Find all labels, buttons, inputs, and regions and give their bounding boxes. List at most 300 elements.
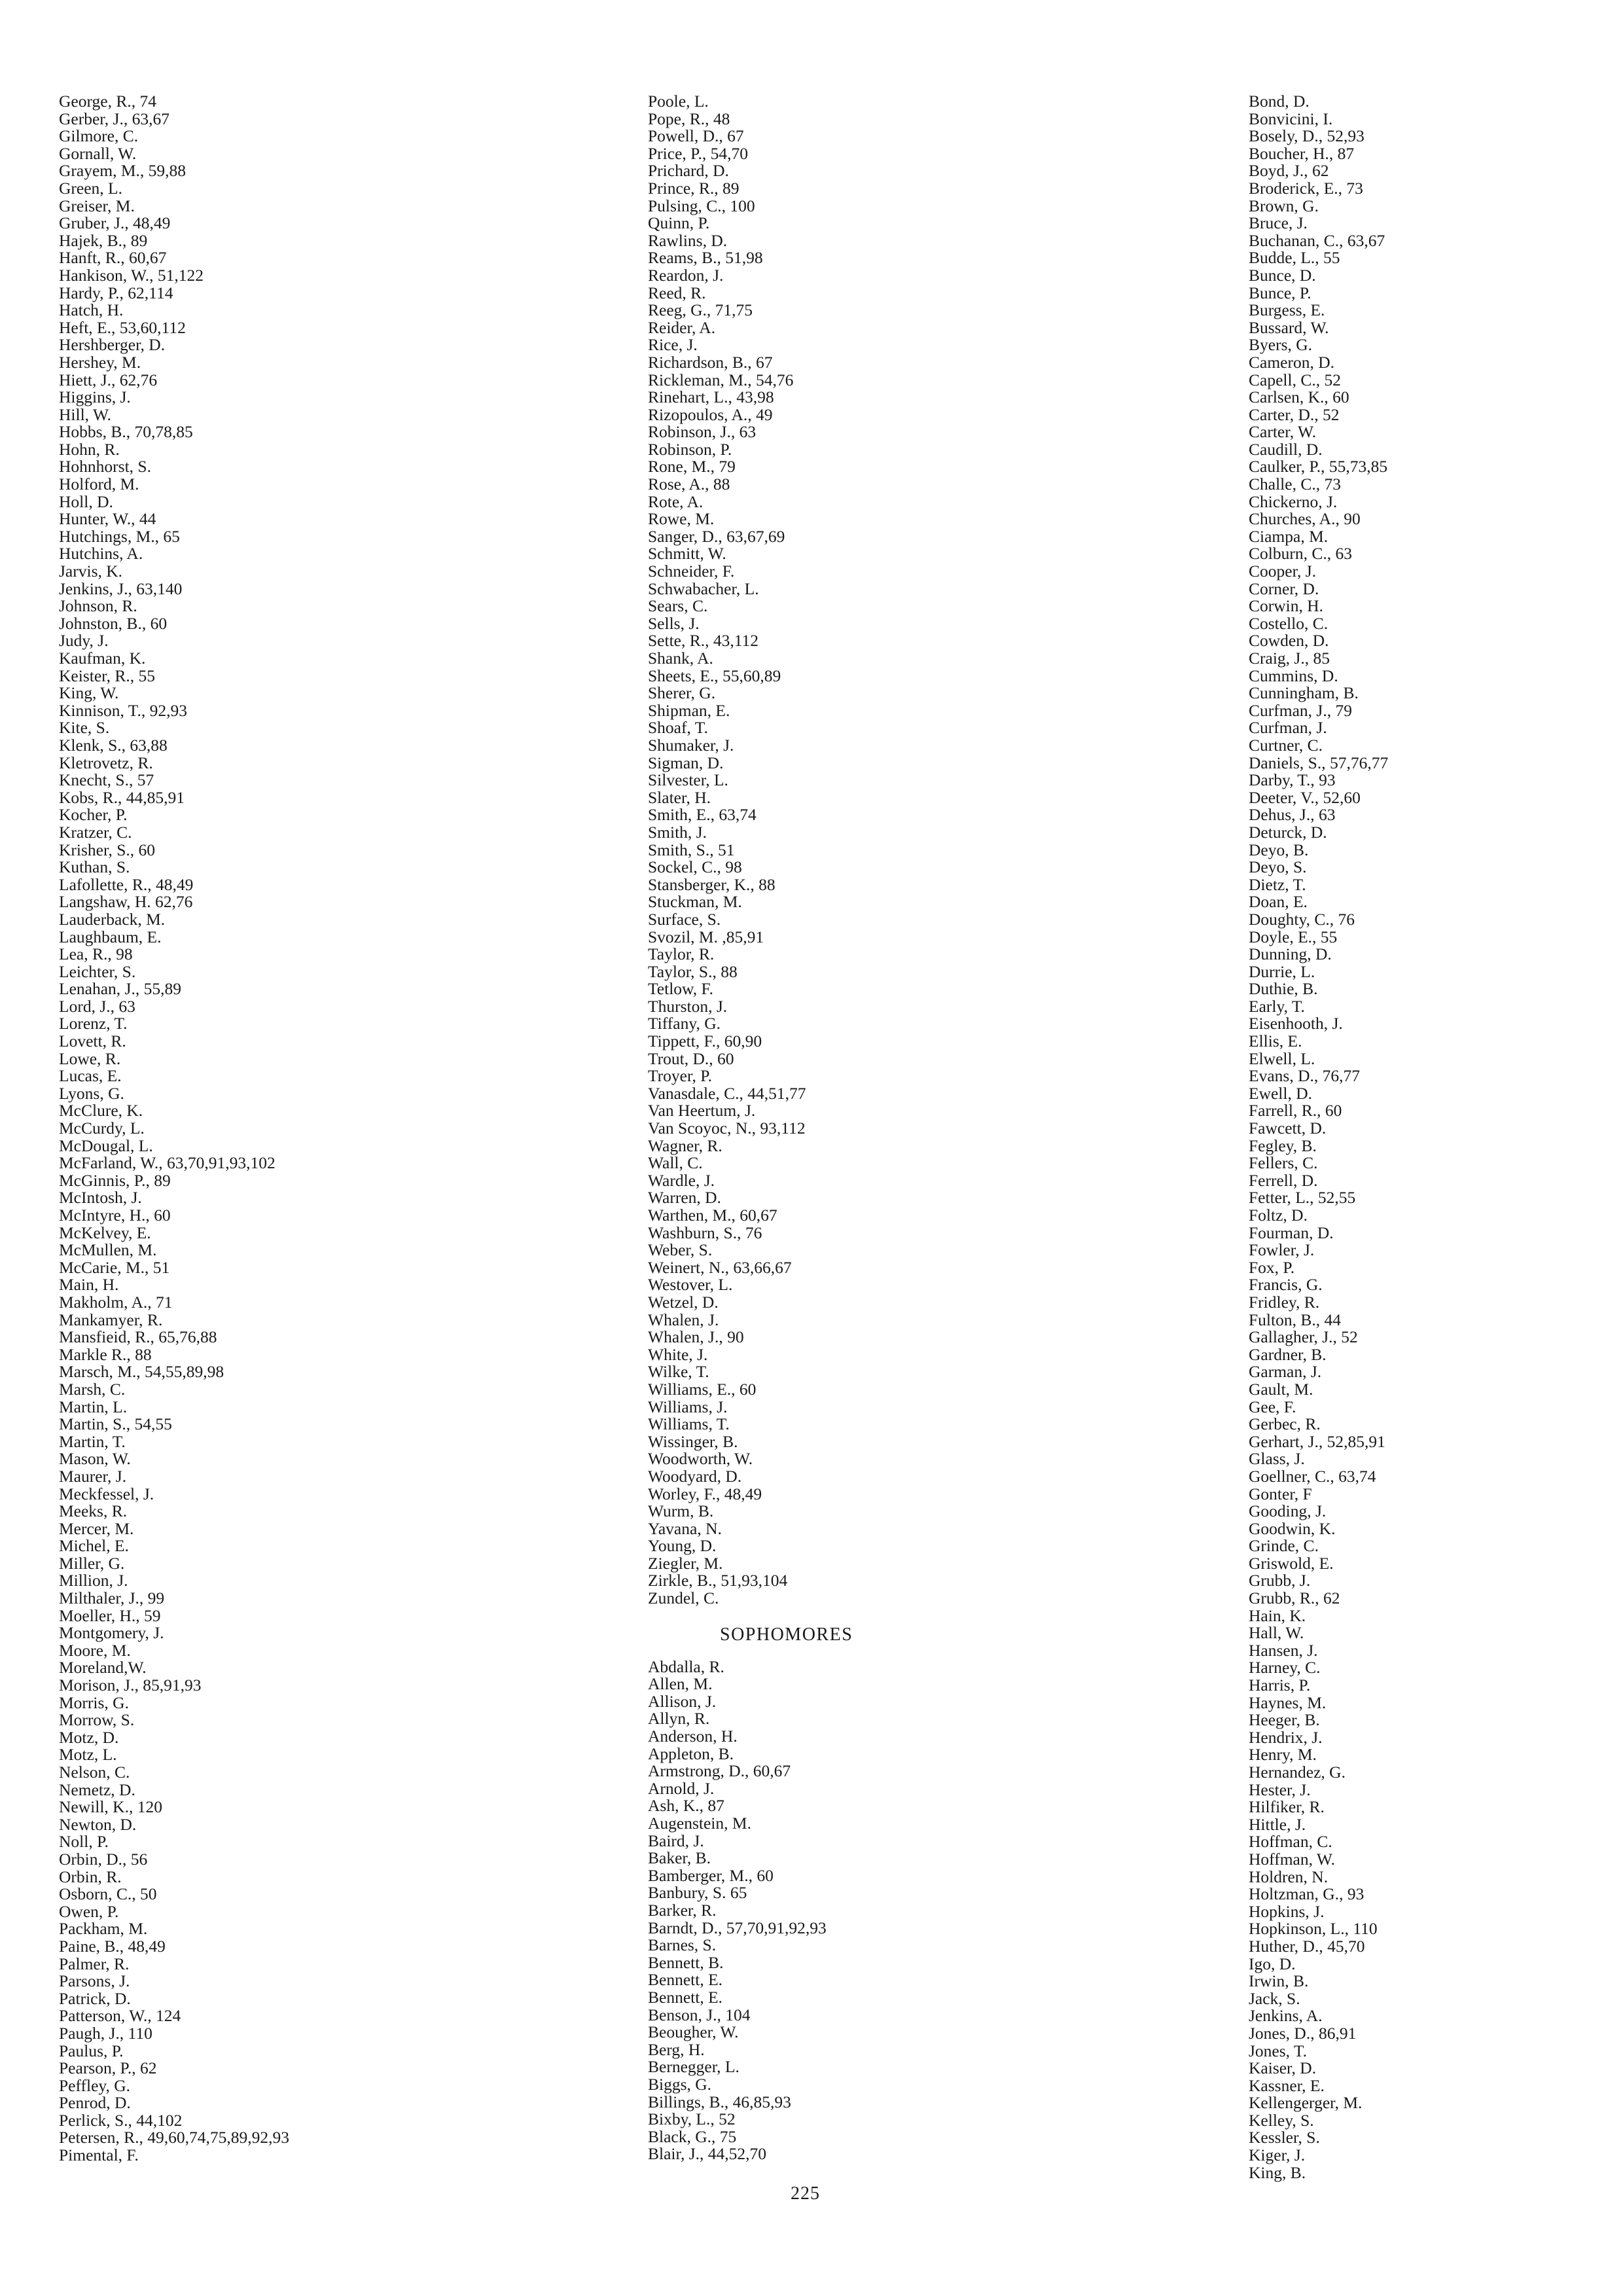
index-entry: Klenk, S., 63,88 xyxy=(59,735,168,755)
index-entry: Smith, S., 51 xyxy=(648,840,735,859)
index-entry: Hutchins, A. xyxy=(59,544,143,564)
index-entry: Westover, L. xyxy=(648,1275,733,1295)
index-entry: Evans, D., 76,77 xyxy=(1249,1066,1360,1086)
index-entry: Palmer, R. xyxy=(59,1954,130,1973)
index-entry: Krisher, S., 60 xyxy=(59,840,156,859)
index-entry: Knecht, S., 57 xyxy=(59,770,154,790)
index-entry: Martin, T. xyxy=(59,1431,126,1451)
index-entry: Rone, M., 79 xyxy=(648,457,736,476)
index-entry: Hiett, J., 62,76 xyxy=(59,370,158,389)
index-entry: Hill, W. xyxy=(59,404,112,424)
index-entry: Schmitt, W. xyxy=(648,544,726,564)
index-entry: Main, H. xyxy=(59,1275,119,1295)
index-entry: Blair, J., 44,52,70 xyxy=(648,2144,767,2164)
index-entry: Allen, M. xyxy=(648,1674,713,1694)
index-entry: Williams, E., 60 xyxy=(648,1379,757,1399)
index-entry: Fourman, D. xyxy=(1249,1223,1334,1242)
index-entry: Robinson, J., 63 xyxy=(648,422,757,442)
index-entry: Kaiser, D. xyxy=(1249,2058,1317,2078)
index-entry: Gardner, B. xyxy=(1249,1344,1327,1364)
index-entry: Whalen, J. xyxy=(648,1310,719,1329)
index-entry: Hopkins, J. xyxy=(1249,1901,1325,1921)
index-entry: Holford, M. xyxy=(59,475,139,494)
index-entry: Colburn, C., 63 xyxy=(1249,544,1352,564)
index-entry: Peffley, G. xyxy=(59,2075,131,2095)
index-entry: Rickleman, M., 54,76 xyxy=(648,370,794,389)
index-entry: Rice, J. xyxy=(648,335,698,355)
index-entry: Gonter, F xyxy=(1249,1484,1312,1503)
index-entry: Hendrix, J. xyxy=(1249,1727,1323,1747)
index-entry: Wissinger, B. xyxy=(648,1431,738,1451)
index-entry: Svozil, M. ,85,91 xyxy=(648,927,764,946)
index-entry: Van Heertum, J. xyxy=(648,1101,756,1121)
index-entry: Jones, D., 86,91 xyxy=(1249,2023,1357,2043)
index-entry: Powell, D., 67 xyxy=(648,126,744,146)
index-entry: Weber, S. xyxy=(648,1240,713,1260)
index-entry: Holdren, N. xyxy=(1249,1867,1329,1886)
index-entry: Rote, A. xyxy=(648,492,704,511)
index-entry: Pearson, P., 62 xyxy=(59,2058,157,2078)
index-entry: Nelson, C. xyxy=(59,1763,130,1782)
index-entry: Anderson, H. xyxy=(648,1727,738,1746)
index-entry: Gilmore, C. xyxy=(59,126,139,146)
index-entry: Cunningham, B. xyxy=(1249,683,1359,703)
index-entry: Trout, D., 60 xyxy=(648,1049,734,1068)
index-entry: Morison, J., 85,91,93 xyxy=(59,1676,202,1695)
index-entry: Cummins, D. xyxy=(1249,666,1338,685)
index-entry: Reed, R. xyxy=(648,283,706,302)
index-entry: McDougal, L. xyxy=(59,1136,153,1155)
index-entry: Weinert, N., 63,66,67 xyxy=(648,1257,792,1277)
index-entry: Francis, G. xyxy=(1249,1275,1323,1295)
index-entry: Higgins, J. xyxy=(59,387,131,407)
index-entry: Barnes, S. xyxy=(648,1935,717,1955)
index-entry: Nemetz, D. xyxy=(59,1780,135,1799)
index-entry: Moeller, H., 59 xyxy=(59,1605,161,1625)
index-entry: Lenahan, J., 55,89 xyxy=(59,979,181,999)
index-entry: King, W. xyxy=(59,683,119,703)
index-entry: Williams, T. xyxy=(648,1414,730,1434)
index-entry: Williams, J. xyxy=(648,1397,728,1416)
index-entry: Kocher, P. xyxy=(59,805,128,825)
index-entry: Harris, P. xyxy=(1249,1676,1311,1695)
index-entry: Van Scoyoc, N., 93,112 xyxy=(648,1119,806,1138)
index-entry: Billings, B., 46,85,93 xyxy=(648,2092,791,2111)
index-entry: Hilfiker, R. xyxy=(1249,1797,1325,1817)
index-entry: Sells, J. xyxy=(648,613,700,633)
index-entry: Biggs, G. xyxy=(648,2074,712,2094)
section-heading-sophomores: SOPHOMORES xyxy=(720,1624,853,1645)
index-entry: Green, L. xyxy=(59,178,122,198)
index-entry: Mason, W. xyxy=(59,1449,131,1469)
index-entry: Reardon, J. xyxy=(648,265,724,285)
index-entry: Woodyard, D. xyxy=(648,1466,742,1486)
index-entry: Moreland,W. xyxy=(59,1658,147,1677)
index-entry: Chickerno, J. xyxy=(1249,492,1338,511)
index-entry: Appleton, B. xyxy=(648,1744,734,1763)
index-entry: Beougher, W. xyxy=(648,2022,739,2042)
index-entry: Silvester, L. xyxy=(648,770,728,790)
index-entry: Washburn, S., 76 xyxy=(648,1223,762,1242)
index-entry: Igo, D. xyxy=(1249,1954,1296,1973)
index-entry: Carter, W. xyxy=(1249,422,1317,442)
index-entry: Lucas, E. xyxy=(59,1066,122,1086)
index-entry: Grubb, J. xyxy=(1249,1571,1311,1590)
index-entry: Carter, D., 52 xyxy=(1249,404,1340,424)
index-entry: Markle R., 88 xyxy=(59,1344,152,1364)
index-column-3 xyxy=(1249,93,1589,2181)
index-entry: Bussard, W. xyxy=(1249,317,1329,337)
index-entry: Wilke, T. xyxy=(648,1362,709,1382)
index-entry: Allison, J. xyxy=(648,1691,717,1711)
index-entry: Wardle, J. xyxy=(648,1170,715,1190)
index-entry: Leichter, S. xyxy=(59,961,136,981)
index-entry: Huther, D., 45,70 xyxy=(1249,1936,1365,1956)
index-entry: Meeks, R. xyxy=(59,1501,128,1521)
index-entry: Ellis, E. xyxy=(1249,1031,1302,1051)
index-entry: Young, D. xyxy=(648,1536,717,1556)
index-entry: Doyle, E., 55 xyxy=(1249,927,1338,946)
index-entry: Buchanan, C., 63,67 xyxy=(1249,230,1385,250)
index-entry: Orbin, D., 56 xyxy=(59,1849,148,1869)
index-entry: Kellengerger, M. xyxy=(1249,2093,1363,2113)
index-entry: Dunning, D. xyxy=(1249,944,1332,964)
index-entry: Bixby, L., 52 xyxy=(648,2109,736,2129)
index-entry: Mercer, M. xyxy=(59,1518,134,1538)
index-entry: Grayem, M., 59,88 xyxy=(59,161,187,181)
index-entry: Morrow, S. xyxy=(59,1710,135,1730)
index-entry: Deeter, V., 52,60 xyxy=(1249,787,1361,807)
index-entry: Garman, J. xyxy=(1249,1362,1322,1382)
index-entry: Harney, C. xyxy=(1249,1658,1321,1677)
index-entry: Costello, C. xyxy=(1249,613,1329,633)
index-entry: Curfman, J., 79 xyxy=(1249,700,1352,720)
index-entry: Gee, F. xyxy=(1249,1397,1296,1416)
index-entry: Heft, E., 53,60,112 xyxy=(59,317,186,337)
index-entry: Hoffman, W. xyxy=(1249,1849,1335,1869)
index-entry: Martin, S., 54,55 xyxy=(59,1414,172,1434)
index-entry: Quinn, P. xyxy=(648,213,710,233)
index-entry: Fawcett, D. xyxy=(1249,1119,1327,1138)
index-entry: Caulker, P., 55,73,85 xyxy=(1249,457,1388,476)
index-entry: Hopkinson, L., 110 xyxy=(1249,1919,1378,1939)
index-entry: Taylor, R. xyxy=(648,944,715,964)
index-entry: Hain, K. xyxy=(1249,1605,1306,1625)
index-entry: Sheets, E., 55,60,89 xyxy=(648,666,781,685)
index-entry: Dietz, T. xyxy=(1249,874,1306,894)
index-entry: Keister, R., 55 xyxy=(59,666,155,685)
index-entry: Broderick, E., 73 xyxy=(1249,178,1363,198)
index-entry: McFarland, W., 63,70,91,93,102 xyxy=(59,1153,276,1173)
index-entry: Patterson, W., 124 xyxy=(59,2006,181,2026)
index-entry: Budde, L., 55 xyxy=(1249,248,1340,268)
index-entry: Gerbec, R. xyxy=(1249,1414,1321,1434)
index-entry: Kaufman, K. xyxy=(59,649,146,668)
index-entry: Lovett, R. xyxy=(59,1031,126,1051)
index-entry: Gruber, J., 48,49 xyxy=(59,213,171,233)
index-entry: Fellers, C. xyxy=(1249,1153,1318,1173)
index-entry: Slater, H. xyxy=(648,787,711,807)
index-entry: Hohn, R. xyxy=(59,439,120,459)
index-entry: Arnold, J. xyxy=(648,1778,715,1798)
index-entry: McCarie, M., 51 xyxy=(59,1257,170,1277)
index-entry: Hobbs, B., 70,78,85 xyxy=(59,422,193,442)
index-entry: Stansberger, K., 88 xyxy=(648,874,776,894)
index-entry: Abdalla, R. xyxy=(648,1657,724,1676)
index-entry: Poole, L. xyxy=(648,92,709,111)
index-entry: Baird, J. xyxy=(648,1831,704,1850)
index-entry: Meckfessel, J. xyxy=(59,1484,154,1503)
index-entry: Craig, J., 85 xyxy=(1249,649,1330,668)
index-entry: Bond, D. xyxy=(1249,92,1310,111)
index-entry: Richardson, B., 67 xyxy=(648,352,773,372)
index-entry: Wall, C. xyxy=(648,1153,703,1173)
index-entry: Kinnison, T., 92,93 xyxy=(59,700,187,720)
index-entry: Elwell, L. xyxy=(1249,1049,1315,1068)
index-entry: Boucher, H., 87 xyxy=(1249,143,1355,163)
index-entry: Heeger, B. xyxy=(1249,1710,1320,1730)
index-entry: Zirkle, B., 51,93,104 xyxy=(648,1571,788,1590)
index-entry: Stuckman, M. xyxy=(648,892,742,912)
index-entry: Duthie, B. xyxy=(1249,979,1318,999)
index-entry: Gerhart, J., 52,85,91 xyxy=(1249,1431,1385,1451)
index-entry: Mankamyer, R. xyxy=(59,1310,163,1329)
index-entry: Martin, L. xyxy=(59,1397,128,1416)
index-entry: Ewell, D. xyxy=(1249,1083,1313,1103)
index-entry: Brown, G. xyxy=(1249,196,1319,215)
index-entry: Osborn, C., 50 xyxy=(59,1884,157,1904)
index-entry: Doughty, C., 76 xyxy=(1249,909,1355,929)
index-entry: Curtner, C. xyxy=(1249,735,1323,755)
index-entry: Yavana, N. xyxy=(648,1518,722,1538)
index-entry: Rawlins, D. xyxy=(648,230,728,250)
index-entry: Laughbaum, E. xyxy=(59,927,162,946)
index-entry: Bamberger, M., 60 xyxy=(648,1865,774,1885)
index-entry: Hittle, J. xyxy=(1249,1814,1306,1834)
index-entry: George, R., 74 xyxy=(59,92,156,111)
index-entry: Jenkins, J., 63,140 xyxy=(59,579,183,598)
index-entry: Noll, P. xyxy=(59,1832,109,1852)
index-entry: Hajek, B., 89 xyxy=(59,230,148,250)
index-entry: Kassner, E. xyxy=(1249,2075,1325,2095)
index-entry: White, J. xyxy=(648,1344,708,1364)
index-entry: Hershberger, D. xyxy=(59,335,166,355)
index-entry: Jenkins, A. xyxy=(1249,2006,1323,2026)
index-entry: Hernandez, G. xyxy=(1249,1763,1346,1782)
index-entry: Paulus, P. xyxy=(59,2041,124,2060)
index-entry: Tippett, F., 60,90 xyxy=(648,1031,762,1051)
index-entry: Michel, E. xyxy=(59,1536,129,1556)
index-entry: Jarvis, K. xyxy=(59,562,123,581)
index-entry: Pulsing, C., 100 xyxy=(648,196,755,215)
index-entry: Berg, H. xyxy=(648,2039,705,2059)
index-entry: Gault, M. xyxy=(1249,1379,1313,1399)
index-entry: Perlick, S., 44,102 xyxy=(59,2110,183,2130)
index-entry: Robinson, P. xyxy=(648,439,732,459)
index-entry: Worley, F., 48,49 xyxy=(648,1484,762,1503)
index-entry: McClure, K. xyxy=(59,1101,143,1121)
index-entry: Lea, R., 98 xyxy=(59,944,133,964)
index-entry: Lyons, G. xyxy=(59,1083,124,1103)
index-entry: Rowe, M. xyxy=(648,509,715,529)
index-entry: Gooding, J. xyxy=(1249,1501,1327,1521)
index-entry: Smith, E., 63,74 xyxy=(648,805,757,825)
index-entry: Burgess, E. xyxy=(1249,300,1325,320)
index-entry: Deyo, B. xyxy=(1249,840,1309,859)
index-entry: McIntyre, H., 60 xyxy=(59,1206,171,1225)
index-entry: Kuthan, S. xyxy=(59,857,130,877)
index-entry: Rose, A., 88 xyxy=(648,475,730,494)
index-entry: Churches, A., 90 xyxy=(1249,509,1361,529)
index-entry: Holl, D. xyxy=(59,492,113,511)
index-entry: Sanger, D., 63,67,69 xyxy=(648,526,785,546)
index-entry: Barndt, D., 57,70,91,92,93 xyxy=(648,1918,827,1937)
index-entry: Vanasdale, C., 44,51,77 xyxy=(648,1083,806,1103)
index-entry: Black, G., 75 xyxy=(648,2126,737,2146)
index-entry: Curfman, J. xyxy=(1249,718,1327,738)
index-entry: McGinnis, P., 89 xyxy=(59,1170,171,1190)
index-entry: Milthaler, J., 99 xyxy=(59,1588,165,1608)
index-entry: Kiger, J. xyxy=(1249,2145,1306,2165)
index-entry: Mansfieid, R., 65,76,88 xyxy=(59,1327,217,1347)
index-entry: Challe, C., 73 xyxy=(1249,475,1341,494)
index-entry: Bosely, D., 52,93 xyxy=(1249,126,1364,146)
index-entry: Kessler, S. xyxy=(1249,2128,1320,2147)
index-entry: Cowden, D. xyxy=(1249,631,1329,651)
index-entry: Sears, C. xyxy=(648,596,708,616)
index-entry: Lafollette, R., 48,49 xyxy=(59,874,194,894)
index-entry: Paugh, J., 110 xyxy=(59,2023,152,2043)
index-entry: Fegley, B. xyxy=(1249,1136,1317,1155)
index-entry: Griswold, E. xyxy=(1249,1553,1334,1573)
index-entry: Hershey, M. xyxy=(59,352,141,372)
index-entry: Benson, J., 104 xyxy=(648,2005,751,2024)
index-entry: Hohnhorst, S. xyxy=(59,457,151,476)
index-entry: Ziegler, M. xyxy=(648,1553,723,1573)
index-entry: Johnson, R. xyxy=(59,596,137,616)
index-entry: Sherer, G. xyxy=(648,683,716,703)
index-entry: Fulton, B., 44 xyxy=(1249,1310,1341,1329)
index-entry: King, B. xyxy=(1249,2162,1306,2182)
index-entry: Bunce, P. xyxy=(1249,283,1311,302)
index-entry: Sigman, D. xyxy=(648,753,724,772)
index-entry: Kratzer, C. xyxy=(59,822,132,842)
index-entry: Wurm, B. xyxy=(648,1501,714,1521)
index-entry: Patrick, D. xyxy=(59,1988,131,2008)
index-entry: Kelley, S. xyxy=(1249,2110,1314,2130)
index-entry: Augenstein, M. xyxy=(648,1814,751,1833)
index-entry: Ciampa, M. xyxy=(1249,526,1329,546)
index-entry: Glass, J. xyxy=(1249,1449,1305,1469)
index-entry: Armstrong, D., 60,67 xyxy=(648,1761,791,1781)
index-entry: Rinehart, L., 43,98 xyxy=(648,387,774,407)
index-entry: Shank, A. xyxy=(648,649,713,668)
index-entry: Barker, R. xyxy=(648,1900,717,1920)
index-entry: Fetter, L., 52,55 xyxy=(1249,1188,1356,1208)
index-entry: Bruce, J. xyxy=(1249,213,1308,233)
index-entry: Wetzel, D. xyxy=(648,1292,719,1312)
index-entry: Motz, L. xyxy=(59,1745,117,1765)
index-entry: Owen, P. xyxy=(59,1901,119,1921)
index-entry: Price, P., 54,70 xyxy=(648,143,748,163)
index-entry: Irwin, B. xyxy=(1249,1971,1309,1991)
index-entry: Darby, T., 93 xyxy=(1249,770,1336,790)
index-entry: Shipman, E. xyxy=(648,700,730,720)
index-entry: Hansen, J. xyxy=(1249,1640,1318,1660)
index-entry: Motz, D. xyxy=(59,1727,119,1747)
index-entry: Zundel, C. xyxy=(648,1588,719,1608)
index-entry: Hanft, R., 60,67 xyxy=(59,248,167,268)
index-entry: Smith, J. xyxy=(648,822,707,842)
index-entry: Hall, W. xyxy=(1249,1623,1304,1643)
index-entry: Gerber, J., 63,67 xyxy=(59,109,169,128)
index-entry: Parsons, J. xyxy=(59,1971,130,1991)
index-entry: Prince, R., 89 xyxy=(648,178,740,198)
index-entry: Johnston, B., 60 xyxy=(59,613,168,633)
index-entry: Newill, K., 120 xyxy=(59,1797,162,1817)
index-entry: Allyn, R. xyxy=(648,1709,710,1729)
index-entry: Schwabacher, L. xyxy=(648,579,759,598)
index-entry: Warthen, M., 60,67 xyxy=(648,1206,777,1225)
index-entry: Newton, D. xyxy=(59,1814,137,1834)
index-entry: Jack, S. xyxy=(1249,1988,1300,2008)
index-entry: Grubb, R., 62 xyxy=(1249,1588,1340,1608)
index-entry: Taylor, S., 88 xyxy=(648,961,738,981)
index-entry: Doan, E. xyxy=(1249,892,1308,912)
index-entry: Bonvicini, I. xyxy=(1249,109,1333,128)
index-entry: Corwin, H. xyxy=(1249,596,1324,616)
index-entry: Montgomery, J. xyxy=(59,1623,164,1643)
index-entry: Carlsen, K., 60 xyxy=(1249,387,1349,407)
index-entry: Cameron, D. xyxy=(1249,352,1335,372)
index-entry: Surface, S. xyxy=(648,909,721,929)
index-entry: Cooper, J. xyxy=(1249,562,1317,581)
index-entry: Bennett, E. xyxy=(648,1970,723,1990)
index-entry: Orbin, R. xyxy=(59,1867,122,1886)
index-entry: Lord, J., 63 xyxy=(59,996,135,1016)
index-entry: Foltz, D. xyxy=(1249,1206,1308,1225)
index-entry: Ash, K., 87 xyxy=(648,1796,724,1816)
index-entry: Goellner, C., 63,74 xyxy=(1249,1466,1376,1486)
index-entry: Pimental, F. xyxy=(59,2145,139,2165)
index-entry: Fox, P. xyxy=(1249,1257,1295,1277)
index-entry: Fridley, R. xyxy=(1249,1292,1320,1312)
index-entry: Byers, G. xyxy=(1249,335,1313,355)
index-entry: Hankison, W., 51,122 xyxy=(59,265,204,285)
index-entry: McIntosh, J. xyxy=(59,1188,142,1208)
index-column-2 xyxy=(648,93,1145,2163)
index-entry: Bennett, B. xyxy=(648,1952,724,1972)
index-entry: Marsh, C. xyxy=(59,1379,126,1399)
index-entry: Daniels, S., 57,76,77 xyxy=(1249,753,1389,772)
index-entry: Prichard, D. xyxy=(648,161,729,181)
index-entry: Million, J. xyxy=(59,1571,128,1590)
index-entry: Tetlow, F. xyxy=(648,979,714,999)
index-entry: Lowe, R. xyxy=(59,1049,121,1068)
index-entry: Rizopoulos, A., 49 xyxy=(648,404,773,424)
index-entry: Eisenhooth, J. xyxy=(1249,1014,1343,1033)
index-entry: Hardy, P., 62,114 xyxy=(59,283,173,302)
index-entry: Baker, B. xyxy=(648,1848,711,1868)
index-entry: Langshaw, H. 62,76 xyxy=(59,892,193,912)
index-entry: Wagner, R. xyxy=(648,1136,722,1155)
index-entry: Troyer, P. xyxy=(648,1066,712,1086)
index-entry: Sockel, C., 98 xyxy=(648,857,742,877)
index-entry: Whalen, J., 90 xyxy=(648,1327,744,1347)
index-entry: Haynes, M. xyxy=(1249,1693,1327,1712)
index-entry: Goodwin, K. xyxy=(1249,1518,1336,1538)
index-entry: Reider, A. xyxy=(648,317,716,337)
